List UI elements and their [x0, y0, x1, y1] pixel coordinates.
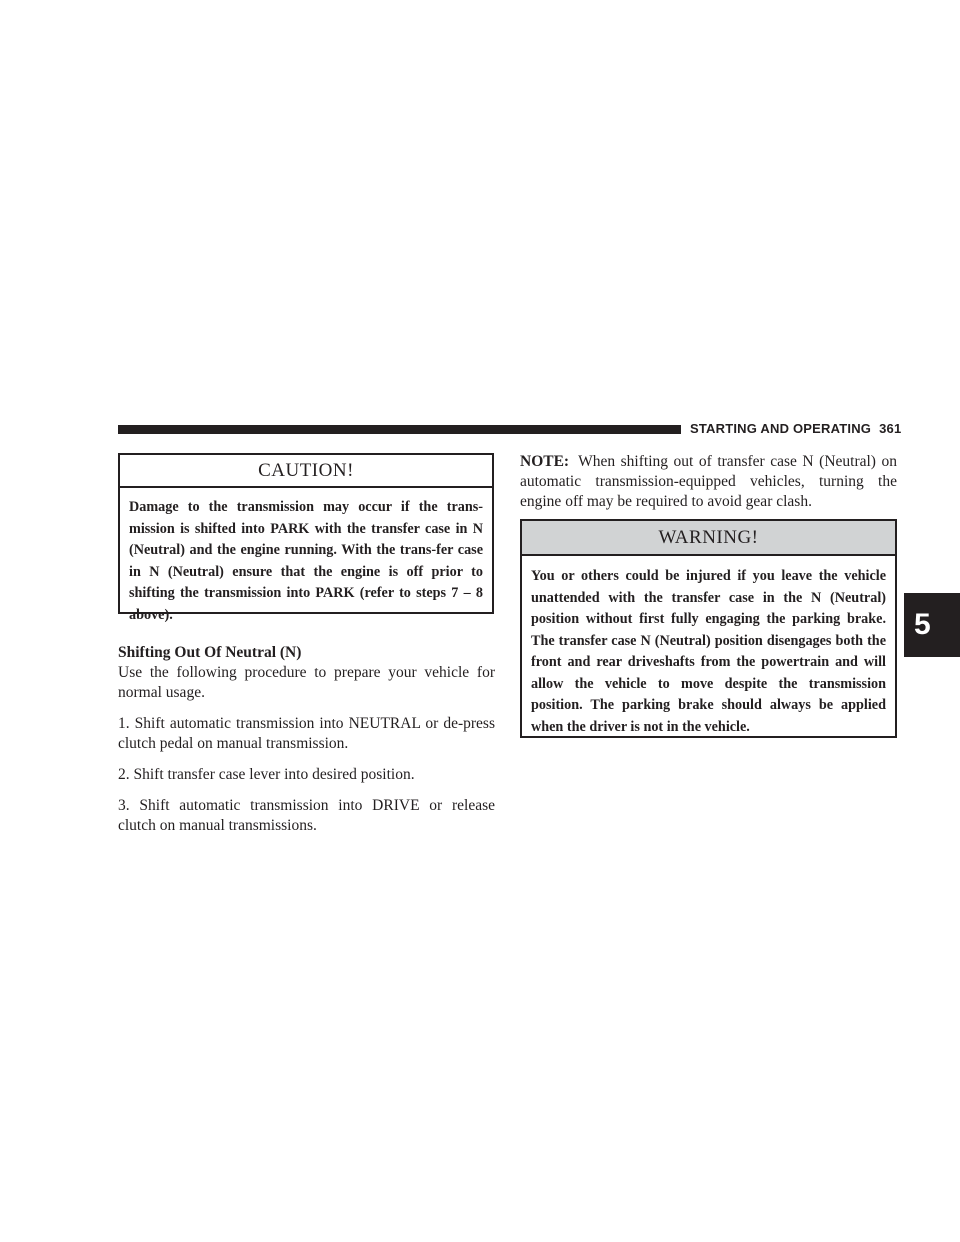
caution-body: Damage to the transmission may occur if the trans-mission is shifted into PARK with the transfer case in N (Neutral) and the engine running. With the trans-fer case in N (Neutral) ensure that the engine is off prior to shifting the transmission into PARK (refer to steps 7 – 8 above).: [129, 499, 483, 623]
step-3: 3. Shift automatic transmission into DRIVE or release clutch on manual transmissions.: [118, 797, 495, 834]
note-paragraph: [520, 452, 897, 512]
page-number: 361: [879, 421, 902, 436]
caution-box: [118, 453, 494, 623]
step-2: 2. Shift transfer case lever into desired position.: [118, 766, 415, 783]
note-text: When shifting out of transfer case N (Neutral) on automatic transmission-equipped vehicles, turning the engine off may be required to avoid gear clash.: [520, 453, 897, 510]
section-intro: Use the following procedure to prepare your vehicle for normal usage.: [118, 664, 495, 701]
note-label: NOTE:: [520, 453, 570, 470]
section-heading: Shifting Out Of Neutral (N): [118, 644, 302, 661]
running-header: [690, 421, 900, 436]
chapter-tab: 5: [904, 593, 960, 657]
caution-title: CAUTION!: [120, 455, 492, 488]
section-title: STARTING AND OPERATING: [690, 421, 872, 436]
right-column: [520, 452, 897, 523]
header-rule: [118, 425, 681, 434]
left-column: [118, 643, 495, 847]
warning-title: WARNING!: [522, 521, 895, 556]
warning-box: [520, 519, 897, 738]
step-1: 1. Shift automatic transmission into NEUTRAL or de-press clutch pedal on manual transmission.: [118, 715, 495, 752]
warning-body: You or others could be injured if you leave the vehicle unattended with the transfer case in the N (Neutral) position without first fully engaging the parking brake. The transfer case N (Neutral) position disengages both the front and rear driveshafts from the powertrain and will allow the vehicle to move despite the transmission position. The parking brake should always be applied when the driver is not in the vehicle.: [531, 568, 886, 735]
